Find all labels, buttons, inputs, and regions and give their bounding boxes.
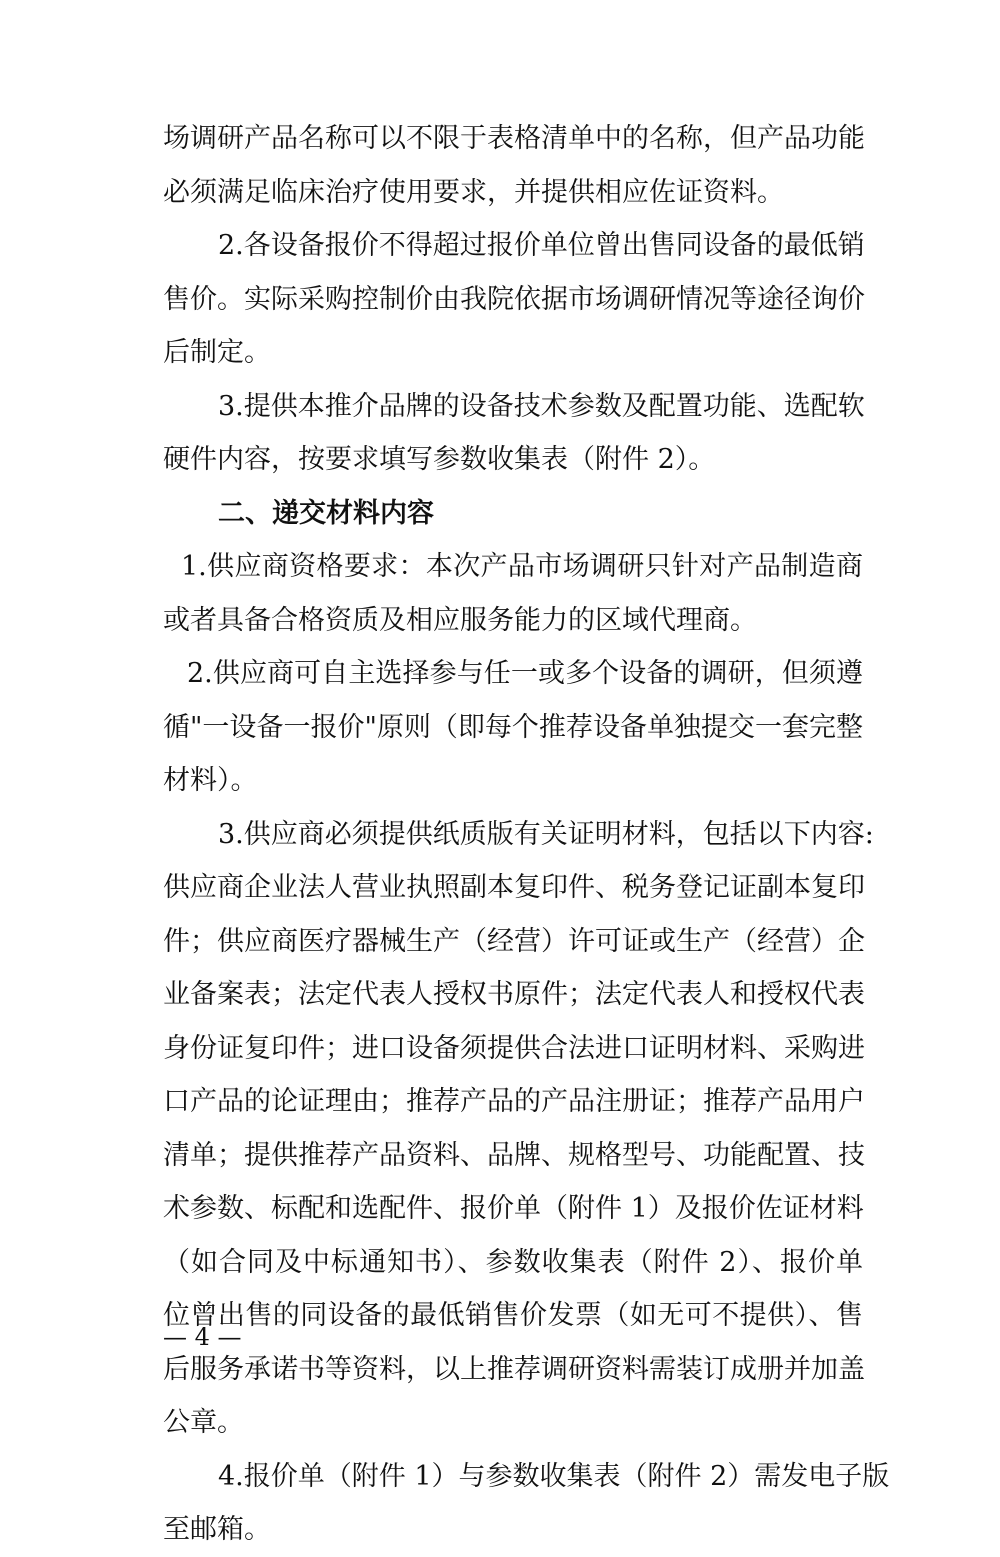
paragraph-line: 2.供应商可自主选择参与任一或多个设备的调研，但须遵	[187, 658, 863, 689]
paragraph-line: 2.各设备报价不得超过报价单位曾出售同设备的最低销	[218, 230, 865, 261]
paragraph-line: 场调研产品名称可以不限于表格清单中的名称，但产品功能	[163, 123, 865, 154]
paragraph-line: 后服务承诺书等资料，以上推荐调研资料需装订成册并加盖	[163, 1353, 865, 1385]
paragraph-line: 硬件内容，按要求填写参数收集表（附件 2）。	[163, 444, 716, 475]
paragraph-line: 3.提供本推介品牌的设备技术参数及配置功能、选配软	[218, 390, 865, 422]
paragraph-line: 或者具备合格资质及相应服务能力的区域代理商。	[163, 604, 757, 636]
paragraph-line: （如合同及中标通知书）、参数收集表（附件 2）、报价单	[163, 1246, 863, 1278]
section-heading: 二、递交材料内容	[218, 497, 434, 529]
paragraph-line: 必须满足临床治疗使用要求，并提供相应佐证资料。	[163, 176, 784, 208]
page-number: — 4 —	[163, 1323, 242, 1351]
paragraph-line: 口产品的论证理由；推荐产品的产品注册证；推荐产品用户	[163, 1086, 865, 1117]
paragraph-line: 循"一设备一报价"原则（即每个推荐设备单独提交一套完整	[163, 711, 863, 743]
paragraph-line: 业备案表；法定代表人授权书原件；法定代表人和授权代表	[163, 979, 865, 1010]
paragraph-line: 术参数、标配和选配件、报价单（附件 1）及报价佐证材料	[163, 1193, 864, 1224]
paragraph-line: 3.供应商必须提供纸质版有关证明材料，包括以下内容:	[218, 818, 874, 850]
paragraph-line: 后制定。	[163, 337, 271, 368]
paragraph-line: 清单；提供推荐产品资料、品牌、规格型号、功能配置、技	[163, 1139, 865, 1171]
paragraph-line: 件；供应商医疗器械生产（经营）许可证或生产（经营）企	[163, 925, 865, 957]
paragraph-line: 1.供应商资格要求：本次产品市场调研只针对产品制造商	[181, 551, 863, 582]
paragraph-line: 位曾出售的同设备的最低销售价发票（如无可不提供）、售	[163, 1300, 863, 1331]
paragraph-line: 材料）。	[163, 765, 258, 796]
paragraph-line: 公章。	[163, 1407, 244, 1438]
paragraph-line: 身份证复印件；进口设备须提供合法进口证明材料、采购进	[163, 1032, 865, 1064]
paragraph-line: 4.报价单（附件 1）与参数收集表（附件 2）需发电子版	[218, 1460, 890, 1492]
paragraph-line: 售价。实际采购控制价由我院依据市场调研情况等途径询价	[163, 283, 865, 315]
document-body	[163, 112, 890, 1557]
paragraph-line: 至邮箱。	[163, 1514, 271, 1545]
paragraph-line: 供应商企业法人营业执照副本复印件、税务登记证副本复印	[163, 872, 865, 903]
